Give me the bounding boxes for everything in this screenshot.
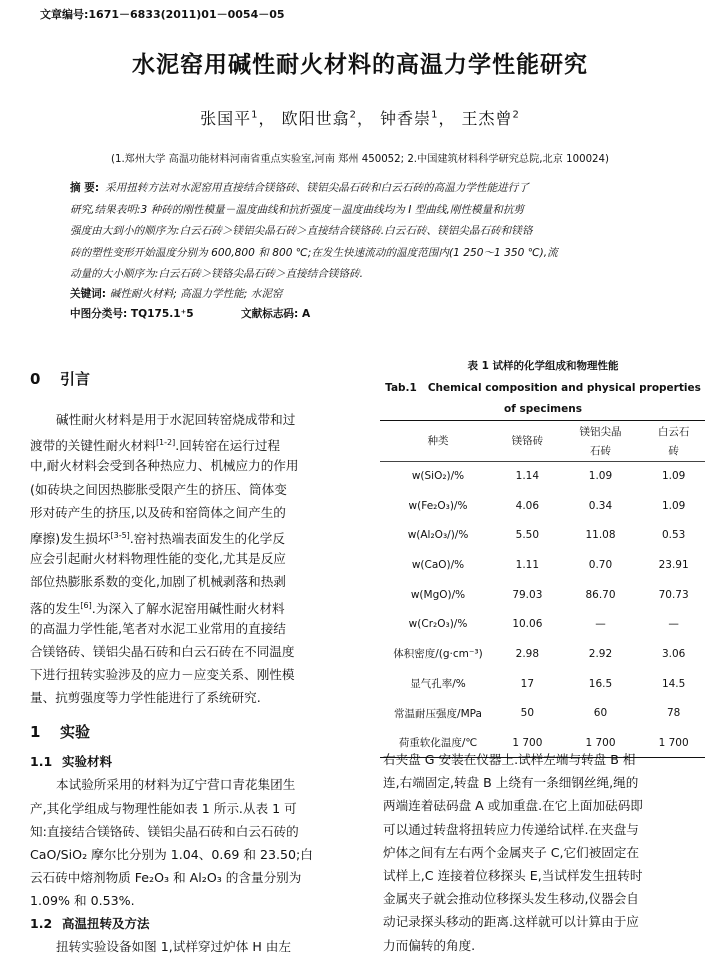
table-row (380, 520, 705, 550)
table-cell: 1 700 (642, 728, 705, 758)
document-code-label: 文献标志码: (241, 308, 299, 320)
table-cell: 79.03 (512, 588, 543, 601)
table-row-label: w(Fe₂O₃)/% (408, 499, 468, 512)
paper-title: 水泥窑用碱性耐火材料的高温力学性能研究 (132, 52, 588, 78)
citation-ref: [1-2] (155, 438, 176, 448)
author-affiliation-mark: 1 (251, 109, 259, 121)
body-line: 试样上,C 连接着位移探头 E,当试样发生扭转时 (383, 867, 643, 883)
table-cell: 1.09 (661, 470, 686, 483)
body-line: 两端连着砝码盘 A 或加重盘.在它上面加砝码即 (383, 798, 643, 814)
table-cell: 1.09 (661, 499, 686, 512)
body-line: 可以通过转盘将扭转应力传递给试样.在夹盘与 (383, 821, 639, 837)
citation-ref: [6] (80, 600, 92, 610)
keywords-label: 关键词: (70, 288, 107, 300)
table-row-label: w(Cr₂O₃)/% (408, 618, 468, 631)
author-name: 王杰曾 (461, 109, 513, 128)
body-line: 的高温力学性能,笔者对水泥工业常用的直接结 (30, 620, 286, 636)
body-line: 渡带的关键性耐火材料[1-2].回转窑在运行过程 (30, 438, 281, 454)
table-cell: 60 (593, 707, 608, 720)
body-line: 1.09% 和 0.53%. (30, 893, 135, 909)
table-cell: — (595, 618, 606, 631)
table-header-category: 种类 (380, 421, 496, 461)
table-cell: 0.70 (588, 558, 613, 571)
table-header-col2: 石砖 (559, 441, 643, 461)
subsection-title: 高温扭转及方法 (62, 915, 150, 931)
classification (70, 306, 310, 321)
table-header-col3: 砖 (642, 441, 705, 461)
abstract-label: 摘 要: (70, 182, 100, 194)
body-line: 应会引起耐火材料物理性能的变化,尤其是反应 (30, 551, 286, 567)
body-line: 动记录探头移动的距离.这样就可以计算由于应 (383, 914, 639, 930)
table-cell: 10.06 (512, 618, 543, 631)
body-line: 连,右端固定,转盘 B 上绕有一条细钢丝绳,绳的 (383, 775, 639, 791)
data-table (380, 421, 705, 758)
subsection-heading-torsion (30, 913, 365, 935)
body-line: 摩擦)发生损坏[3-5].窑衬热端表面发生的化学反 (30, 530, 285, 547)
subsection-number: 1.1 (30, 754, 53, 770)
author-name: 张国平 (200, 109, 252, 128)
table-cell: 86.70 (585, 588, 616, 601)
table-header-col3: 白云石 (657, 425, 690, 438)
author-affiliation-mark: 1 (431, 109, 439, 121)
table-row-label: w(CaO)/% (411, 558, 465, 571)
table-header-col2: 镁铝尖晶 (579, 425, 622, 438)
article-number: 文章编号:1671－6833(2011)01－0054－05 (40, 8, 285, 21)
body-line: 炉体之间有左右两个金属夹子 C,它们被固定在 (383, 844, 640, 860)
author-affiliation-mark: 2 (512, 109, 520, 121)
body-line: 扭转实验设备如图 1,试样穿过炉体 H 由左 (56, 938, 291, 954)
body-line: 碱性耐火材料是用于水泥回转窑烧成带和过 (56, 412, 296, 427)
classification-value: TQ175.1⁺5 (130, 308, 194, 320)
table-row-label: w(Al₂O₃/)/% (407, 529, 469, 542)
table-row-label: 体积密度/(g·cm⁻³) (393, 648, 483, 661)
body-line: 本试验所采用的材料为辽宁营口青花集团生 (56, 777, 296, 793)
table-row (380, 580, 705, 610)
table-cell: 17 (520, 677, 535, 690)
table-cell: 1 700 (559, 728, 643, 758)
table-cell: 50 (520, 707, 535, 720)
table-cell: 1.09 (588, 470, 613, 483)
section-heading-experiment (30, 721, 365, 749)
table-row-label: 荷重软化温度/℃ (380, 728, 496, 758)
table-cell: 78 (666, 707, 681, 720)
table-cell: 1.11 (515, 558, 540, 571)
section-heading-intro (30, 368, 365, 396)
subsection-number: 1.2 (30, 915, 53, 931)
left-column (30, 368, 365, 958)
body-line: 中,耐火材料会受到各种热应力、机械应力的作用 (30, 458, 299, 474)
abstract (70, 178, 690, 286)
table-cell: 5.50 (515, 529, 540, 542)
table-cell: 2.98 (515, 647, 540, 660)
table-cell: 4.06 (515, 499, 540, 512)
table-label-en: Tab.1 (385, 382, 417, 394)
section-number: 0 (30, 370, 41, 388)
table-row-label: 常温耐压强度/MPa (394, 707, 482, 720)
subsection-title: 实验材料 (62, 754, 113, 770)
author-name: 钟香崇 (380, 109, 432, 128)
table-row (380, 699, 705, 729)
table-cell: 14.5 (661, 677, 686, 690)
abstract-line: 采用扭转方法对水泥窑用直接结合镁铬砖、镁铝尖晶石砖和白云石砖的高温力学性能进行了 (105, 182, 529, 194)
abstract-line: 动量的大小顺序为:白云石砖＞镁铬尖晶石砖＞直接结合镁铬砖. (70, 268, 363, 280)
body-line: 合镁铬砖、镁铝尖晶石砖和白云石砖在不同温度 (30, 643, 295, 659)
section-number: 1 (30, 723, 41, 742)
table-cell: 1 700 (496, 728, 559, 758)
table-row (380, 669, 705, 699)
table-row (380, 639, 705, 669)
body-line: 右夹盘 G 安装在仪器上.试样左端与转盘 B 相 (383, 752, 636, 767)
table-row (380, 461, 705, 491)
table-row-label: w(SiO₂)/% (411, 470, 465, 483)
table-cell: 70.73 (658, 588, 689, 601)
table-cell: 2.92 (588, 647, 613, 660)
keywords-text: 碱性耐火材料; 高温力学性能; 水泥窑 (109, 288, 283, 300)
abstract-line: 研究,结果表明:3 种砖的刚性模量－温度曲线和抗折强度－温度曲线均为 I 型曲线,刚性模量和抗剪 (70, 203, 525, 216)
table-cell: 16.5 (588, 677, 613, 690)
subsection-heading-materials (30, 751, 365, 773)
table-cell: — (668, 618, 679, 631)
table-header-col1: 镁铬砖 (496, 421, 559, 461)
section-title: 引言 (60, 370, 91, 388)
table-row (380, 491, 705, 521)
table-cell: 11.08 (585, 529, 616, 542)
table-row-label: 显气孔率/% (410, 678, 466, 691)
body-line: 力而偏转的角度. (383, 937, 476, 953)
body-line: 形对砖产生的挤压,以及砖和窑筒体之间产生的 (30, 504, 286, 520)
abstract-line: 砖的塑性变形开始温度分别为 600,800 和 800 ℃;在发生快速流动的温度范围内(1 250～1 350 ℃),流 (70, 246, 558, 259)
body-line: 部位热膨胀系数的变化,加剧了机械剥落和热剥 (30, 574, 286, 590)
body-line: 金属夹子就会推动位移探头发生移动,仪器会自 (383, 891, 639, 907)
body-line: 云石砖中熔剂物质 Fe₂O₃ 和 Al₂O₃ 的含量分别为 (30, 870, 302, 886)
classification-label: 中图分类号: (70, 308, 128, 320)
body-line: CaO/SiO₂ 摩尔比分别为 1.04、0.69 和 23.50;白 (30, 847, 313, 862)
affiliations: (1.郑州大学 高温功能材料河南省重点实验室,河南 郑州 450052; 2.中国建筑材料科学研究总院,北京 100024) (110, 154, 609, 165)
body-line: 下进行扭转实验涉及的应力－应变关系、刚性模 (30, 667, 295, 683)
table-title-cn: 表 1 试样的化学组成和物理性能 (467, 360, 619, 372)
table-cell: 3.06 (661, 647, 686, 660)
body-line: 产,其化学组成与物理性能如表 1 所示.从表 1 可 (30, 800, 297, 816)
abstract-line: 强度由大到小的顺序为:白云石砖＞镁铝尖晶石砖＞直接结合镁铬砖.白云石砖、镁铝尖晶石砖和镁铬 (70, 225, 533, 237)
keywords (70, 286, 283, 301)
table-cell: 0.34 (588, 499, 613, 512)
document-code-value: A (301, 308, 311, 320)
body-line: 量、抗剪强度等力学性能进行了系统研究. (30, 690, 261, 706)
table-row (380, 550, 705, 580)
section-title: 实验 (60, 723, 91, 742)
author-name: 欧阳世翕 (281, 109, 350, 128)
body-line: (如砖块之间因热膨胀受限产生的挤压、筒体变 (30, 481, 287, 497)
table-row-label: w(MgO)/% (410, 588, 466, 601)
table-title-en: Tab.1 Chemical composition and physical properties of specimens (385, 382, 701, 415)
author-list: 张国平$^1$， 欧阳世翕$^2$， 钟香崇$^1$， 王杰曾$^2$ (200, 109, 520, 128)
table-cell: 23.91 (658, 558, 689, 571)
right-column (383, 748, 703, 957)
body-line: 落的发生[6].为深入了解水泥窑用碱性耐火材料 (30, 600, 285, 616)
table-cell: 1.14 (515, 470, 540, 483)
author-affiliation-mark: 2 (349, 109, 357, 121)
citation-ref: [3-5] (110, 530, 130, 540)
table-cell: 0.53 (661, 529, 686, 542)
table-row (380, 609, 705, 639)
body-line: 知:直接结合镁铬砖、镁铝尖晶石砖和白云石砖的 (30, 823, 299, 839)
